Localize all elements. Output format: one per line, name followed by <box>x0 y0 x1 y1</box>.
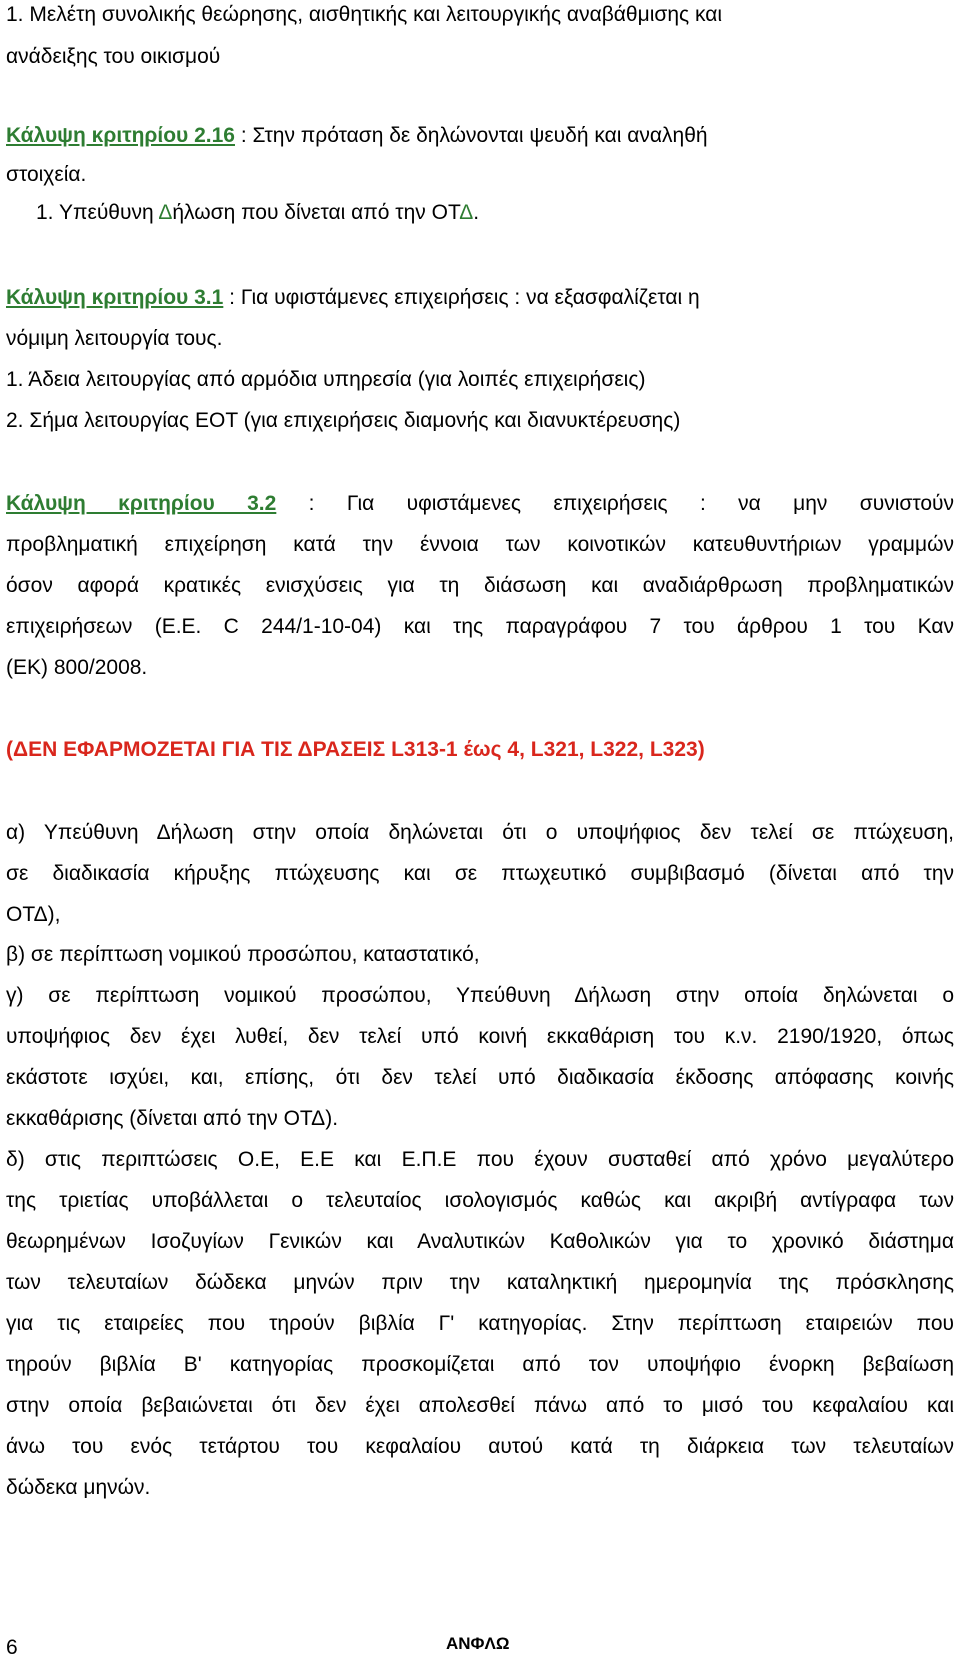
not-applicable-notice: (ΔΕΝ ΕΦΑΡΜΟΖΕΤΑΙ ΓΙΑ ΤΙΣ ΔΡΑΣΕΙΣ L313-1 έως 4, L321, L322, L323) <box>6 738 705 761</box>
intro-line-1: 1. Μελέτη συνολικής θεώρησης, αισθητικής και λειτουργικής αναβάθμισης και <box>6 3 723 26</box>
criterion-3-1-item-1: 1. Άδεια λειτουργίας από αρμόδια υπηρεσία (για λοιπές επιχειρήσεις) <box>6 368 646 391</box>
item-a-line-3: ΟΤΔ), <box>6 903 61 926</box>
criterion-3-2-line-2: όσον αφορά κρατικές ενισχύσεις για τη διάσωση και αναδιάρθρωση προβληματικών <box>6 574 954 597</box>
item-c-line-2: υποψήφιος δεν έχει λυθεί, δεν τελεί υπό κοινή εκκαθάριση του κ.ν. 2190/1920, όπως <box>6 1025 954 1048</box>
criterion-2-16-cont: στοιχεία. <box>6 163 87 186</box>
criterion-3-2-line-1: προβληματική επιχείρηση κατά την έννοια των κοινοτικών κατευθυντήριων γραμμών <box>6 533 954 556</box>
item-d-line-3: θεωρημένων Ισοζυγίων Γενικών και Αναλυτικών Καθολικών για το χρονικό διάστημα <box>6 1230 954 1253</box>
criterion-2-16-heading <box>6 123 708 149</box>
footer-center-text: ΑΝΦΛΩ <box>446 1634 510 1653</box>
item-c-line-3: εκάστοτε ισχύει, και, επίσης, ότι δεν τελεί υπό διαδικασία έκδοσης απόφασης κοινής <box>6 1066 954 1089</box>
item-d-line-4: των τελευταίων δώδεκα μηνών πριν την καταληκτική ημερομηνία της πρόσκλησης <box>6 1271 954 1294</box>
criterion-2-16-item-1: 1. Υπεύθυνη Δήλωση που δίνεται από την ΟΤΔ. <box>36 201 480 224</box>
criterion-3-1-heading <box>6 285 700 311</box>
item-d-line-2: της τριετίας υποβάλλεται ο τελευταίος ισολογισμός καθώς και ακριβή αντίγραφα των <box>6 1189 954 1212</box>
item-d-line-9: δώδεκα μηνών. <box>6 1476 151 1499</box>
intro-line-2: ανάδειξης του οικισμού <box>6 45 221 68</box>
item-d-line-8: άνω του ενός τετάρτου του κεφαλαίου αυτού κατά τη διάρκεια των τελευταίων <box>6 1435 954 1458</box>
page-number: 6 <box>6 1636 18 1659</box>
criterion-3-2-line-3: επιχειρήσεων (Ε.Ε. C 244/1-10-04) και της παραγράφου 7 του άρθρου 1 του Καν <box>6 615 954 638</box>
item-d-line-6: τηρούν βιβλία Β' κατηγορίας προσκομίζεται από τον υποψήφιο ένορκη βεβαίωση <box>6 1353 954 1376</box>
criterion-3-2-heading <box>6 491 954 517</box>
criterion-3-1-text: : Για υφιστάμενες επιχειρήσεις : να εξασφαλίζεται η <box>223 286 700 309</box>
item-a-line-2: σε διαδικασία κήρυξης πτώχευσης και σε πτωχευτικό συμβιβασμό (δίνεται από την <box>6 862 954 885</box>
item-b-line: β) σε περίπτωση νομικού προσώπου, καταστατικό, <box>6 943 480 966</box>
criterion-2-16-text: : Στην πρόταση δε δηλώνονται ψευδή και αναληθή <box>234 124 708 147</box>
criterion-3-1-cont: νόμιμη λειτουργία τους. <box>6 327 223 350</box>
criterion-3-2-label: Κάλυψη κριτηρίου 3.2 <box>6 492 277 515</box>
criterion-2-16-label: Κάλυψη κριτηρίου 2.16 <box>6 124 235 147</box>
item-c-line-1: γ) σε περίπτωση νομικού προσώπου, Υπεύθυνη Δήλωση στην οποία δηλώνεται ο <box>6 984 954 1007</box>
criterion-3-1-label: Κάλυψη κριτηρίου 3.1 <box>6 286 224 309</box>
item-c-line-4: εκκαθάρισης (δίνεται από την ΟΤΔ). <box>6 1107 339 1130</box>
criterion-3-2-line-4: (ΕΚ) 800/2008. <box>6 656 148 679</box>
criterion-3-1-item-2: 2. Σήμα λειτουργίας ΕΟΤ (για επιχειρήσεις διαμονής και διανυκτέρευσης) <box>6 409 681 432</box>
item-d-line-5: για τις εταιρείες που τηρούν βιβλία Γ' κατηγορίας. Στην περίπτωση εταιρειών που <box>6 1312 954 1335</box>
item-d-line-1: δ) στις περιπτώσεις Ο.Ε, Ε.Ε και Ε.Π.Ε που έχουν συσταθεί από χρόνο μεγαλύτερο <box>6 1148 954 1171</box>
item-d-line-7: στην οποία βεβαιώνεται ότι δεν έχει απολεσθεί πάνω από το μισό του κεφαλαίου και <box>6 1394 954 1417</box>
criterion-3-2-text: : Για υφιστάμενες επιχειρήσεις : να μην συνιστούν <box>276 492 954 515</box>
item-a-line-1: α) Υπεύθυνη Δήλωση στην οποία δηλώνεται ότι ο υποψήφιος δεν τελεί σε πτώχευση, <box>6 821 954 844</box>
